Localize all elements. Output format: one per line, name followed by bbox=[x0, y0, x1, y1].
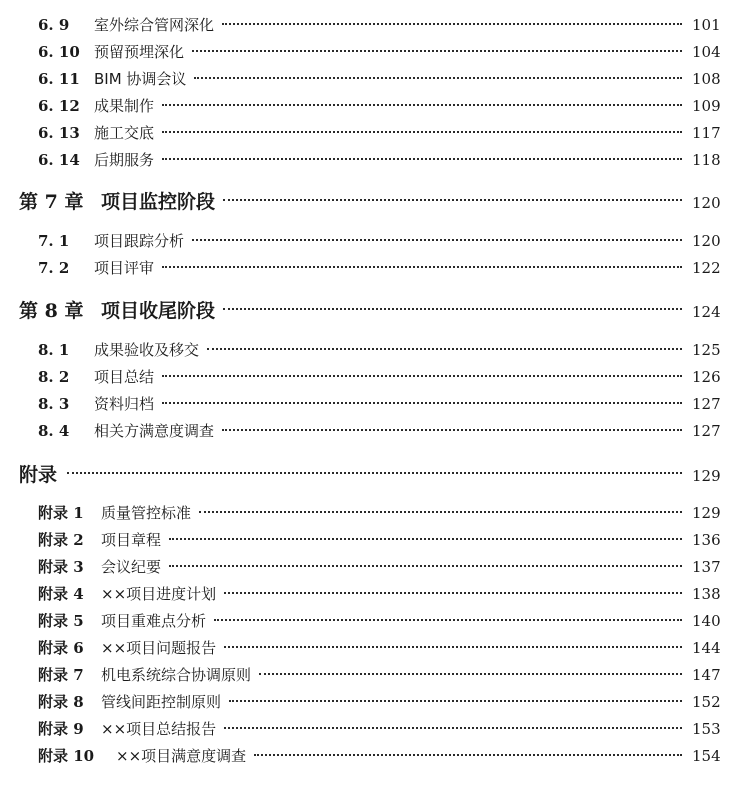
dot-leader bbox=[169, 538, 682, 540]
page-number: 136 bbox=[692, 531, 721, 549]
section-title: 后期服务 bbox=[94, 151, 155, 169]
dot-leader bbox=[162, 158, 682, 160]
dot-leader bbox=[214, 619, 682, 621]
page-number: 109 bbox=[692, 97, 721, 115]
section-number: 7. 1 bbox=[38, 232, 70, 250]
appendix-title: 质量管控标准 bbox=[101, 504, 192, 522]
section-title: 资料归档 bbox=[94, 395, 155, 413]
toc-entry-6-10[interactable] bbox=[0, 41, 750, 62]
page-number: 117 bbox=[692, 124, 721, 142]
section-number: 8. 3 bbox=[38, 395, 70, 413]
toc-appendix-4[interactable] bbox=[0, 583, 750, 604]
toc-entry-7-1[interactable] bbox=[0, 230, 750, 251]
appendix-title: 会议纪要 bbox=[101, 558, 162, 576]
dot-leader bbox=[162, 375, 682, 377]
page-number: 122 bbox=[692, 259, 721, 277]
appendix-title: ××项目问题报告 bbox=[101, 639, 217, 657]
toc-entry-6-14[interactable] bbox=[0, 149, 750, 170]
appendix-title: ××项目满意度调查 bbox=[116, 747, 247, 765]
toc-appendix-9[interactable] bbox=[0, 718, 750, 739]
dot-leader bbox=[254, 754, 682, 756]
appendix-title: 项目重难点分析 bbox=[101, 612, 207, 630]
page-number: 147 bbox=[692, 666, 721, 684]
section-title: 项目评审 bbox=[94, 259, 155, 277]
page-number: 125 bbox=[692, 341, 721, 359]
dot-leader bbox=[259, 673, 682, 675]
toc-entry-6-9[interactable] bbox=[0, 14, 750, 35]
toc-appendix-6[interactable] bbox=[0, 637, 750, 658]
dot-leader bbox=[223, 308, 682, 310]
page-number: 124 bbox=[692, 303, 721, 321]
page-number: 118 bbox=[692, 151, 721, 169]
section-number: 6. 13 bbox=[38, 124, 80, 142]
page-number: 138 bbox=[692, 585, 721, 603]
dot-leader bbox=[223, 199, 682, 201]
dot-leader bbox=[199, 511, 682, 513]
page-number: 127 bbox=[692, 395, 721, 413]
toc-appendix-1[interactable] bbox=[0, 502, 750, 523]
toc-chapter-8[interactable] bbox=[0, 296, 750, 323]
toc-chapter-7[interactable] bbox=[0, 187, 750, 214]
dot-leader bbox=[162, 402, 682, 404]
toc-entry-8-3[interactable] bbox=[0, 393, 750, 414]
appendix-heading: 附录 bbox=[19, 464, 58, 486]
toc-appendix-2[interactable] bbox=[0, 529, 750, 550]
dot-leader bbox=[222, 429, 682, 431]
page-number: 154 bbox=[692, 747, 721, 765]
page-number: 108 bbox=[692, 70, 721, 88]
section-title: 室外综合管网深化 bbox=[94, 16, 215, 34]
toc-entry-6-11[interactable] bbox=[0, 68, 750, 89]
dot-leader bbox=[224, 646, 682, 648]
appendix-title: 机电系统综合协调原则 bbox=[101, 666, 252, 684]
toc-entry-8-4[interactable] bbox=[0, 420, 750, 441]
page-number: 127 bbox=[692, 422, 721, 440]
dot-leader bbox=[224, 592, 682, 594]
appendix-title: 项目章程 bbox=[101, 531, 162, 549]
section-title: 相关方满意度调查 bbox=[94, 422, 215, 440]
appendix-number: 附录 4 bbox=[38, 585, 84, 603]
toc-entry-8-1[interactable] bbox=[0, 339, 750, 360]
section-number: 6. 11 bbox=[38, 70, 80, 88]
section-number: 7. 2 bbox=[38, 259, 70, 277]
page-number: 137 bbox=[692, 558, 721, 576]
page-number: 129 bbox=[692, 504, 721, 522]
section-number: 6. 14 bbox=[38, 151, 80, 169]
toc-entry-8-2[interactable] bbox=[0, 366, 750, 387]
dot-leader bbox=[222, 23, 682, 25]
section-title: 成果验收及移交 bbox=[94, 341, 200, 359]
chapter-number: 第 7 章 bbox=[19, 191, 84, 213]
dot-leader bbox=[229, 700, 682, 702]
chapter-number: 第 8 章 bbox=[19, 300, 84, 322]
appendix-number: 附录 3 bbox=[38, 558, 84, 576]
dot-leader bbox=[194, 77, 682, 79]
section-number: 6. 12 bbox=[38, 97, 80, 115]
page-number: 101 bbox=[692, 16, 721, 34]
appendix-number: 附录 6 bbox=[38, 639, 84, 657]
dot-leader bbox=[67, 472, 682, 474]
toc-entry-6-12[interactable] bbox=[0, 95, 750, 116]
toc-entry-6-13[interactable] bbox=[0, 122, 750, 143]
appendix-number: 附录 2 bbox=[38, 531, 84, 549]
page-number: 129 bbox=[692, 467, 721, 485]
appendix-number: 附录 1 bbox=[38, 504, 84, 522]
section-number: 8. 4 bbox=[38, 422, 70, 440]
page-number: 120 bbox=[692, 194, 721, 212]
section-number: 6. 9 bbox=[38, 16, 70, 34]
section-title: 项目跟踪分析 bbox=[94, 232, 185, 250]
page-number: 120 bbox=[692, 232, 721, 250]
page-number: 144 bbox=[692, 639, 721, 657]
dot-leader bbox=[169, 565, 682, 567]
dot-leader bbox=[162, 104, 682, 106]
toc-entry-7-2[interactable] bbox=[0, 257, 750, 278]
appendix-number: 附录 5 bbox=[38, 612, 84, 630]
toc-appendix-8[interactable] bbox=[0, 691, 750, 712]
dot-leader bbox=[192, 239, 682, 241]
appendix-number: 附录 7 bbox=[38, 666, 84, 684]
appendix-number: 附录 10 bbox=[38, 747, 95, 765]
dot-leader bbox=[162, 266, 682, 268]
appendix-number: 附录 9 bbox=[38, 720, 84, 738]
section-title: 预留预埋深化 bbox=[94, 43, 185, 61]
toc-appendix-3[interactable] bbox=[0, 556, 750, 577]
dot-leader bbox=[224, 727, 682, 729]
page-number: 153 bbox=[692, 720, 721, 738]
dot-leader bbox=[207, 348, 682, 350]
appendix-title: 管线间距控制原则 bbox=[101, 693, 222, 711]
section-number: 8. 1 bbox=[38, 341, 70, 359]
section-title: 成果制作 bbox=[94, 97, 155, 115]
appendix-title: ××项目进度计划 bbox=[101, 585, 217, 603]
dot-leader bbox=[192, 50, 682, 52]
page-number: 140 bbox=[692, 612, 721, 630]
dot-leader bbox=[162, 131, 682, 133]
page-number: 104 bbox=[692, 43, 721, 61]
section-number: 6. 10 bbox=[38, 43, 80, 61]
appendix-title: ××项目总结报告 bbox=[101, 720, 217, 738]
toc-appendix-7[interactable] bbox=[0, 664, 750, 685]
section-title: BIM 协调会议 bbox=[94, 70, 187, 88]
appendix-number: 附录 8 bbox=[38, 693, 84, 711]
chapter-title: 项目监控阶段 bbox=[101, 191, 216, 213]
section-number: 8. 2 bbox=[38, 368, 70, 386]
page-number: 126 bbox=[692, 368, 721, 386]
toc-appendix-5[interactable] bbox=[0, 610, 750, 631]
toc-appendix-10[interactable] bbox=[0, 745, 750, 766]
chapter-title: 项目收尾阶段 bbox=[101, 300, 216, 322]
toc-appendix[interactable] bbox=[0, 460, 750, 487]
section-title: 项目总结 bbox=[94, 368, 155, 386]
page-number: 152 bbox=[692, 693, 721, 711]
section-title: 施工交底 bbox=[94, 124, 155, 142]
